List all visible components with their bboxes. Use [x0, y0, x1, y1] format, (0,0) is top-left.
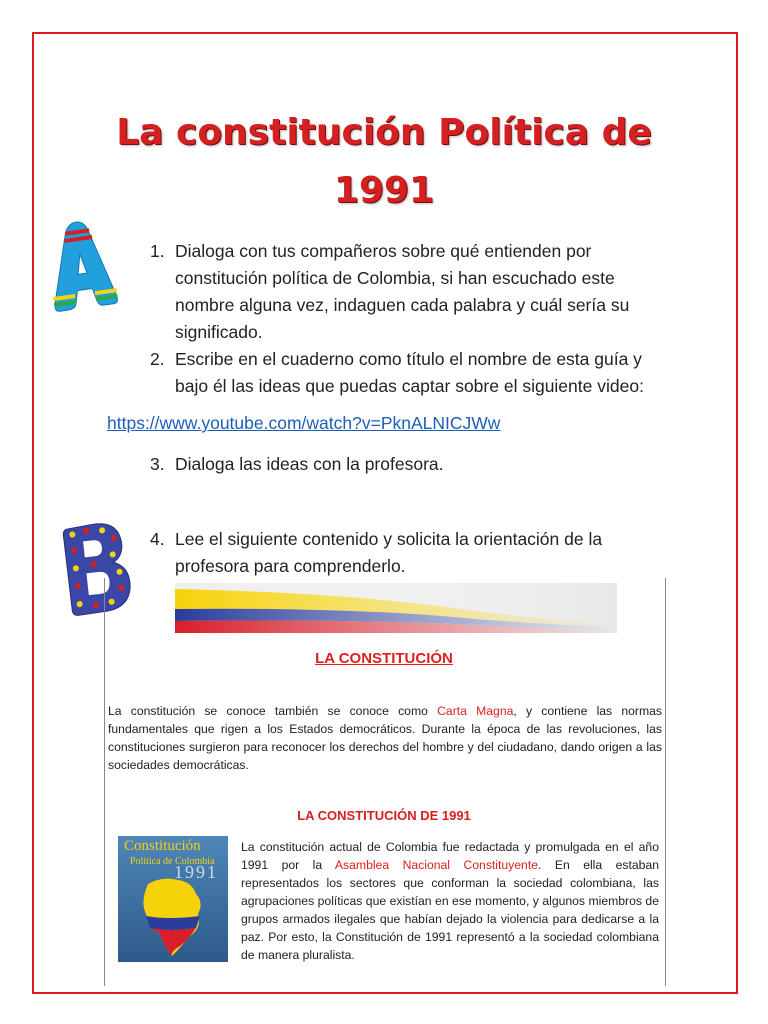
book-year: 1991: [174, 862, 218, 882]
step-1-number: 1.: [150, 241, 165, 261]
book-subtitle: Política de Colombia: [130, 856, 215, 867]
step-1-line-4: significado.: [175, 322, 263, 342]
section-heading-constitucion: LA CONSTITUCIÓN: [315, 650, 453, 667]
letter-a-icon: [40, 210, 120, 322]
step-1-line-3: nombre alguna vez, indaguen cada palabra y cuál sería su: [175, 295, 630, 315]
book-title: Constitución: [124, 838, 201, 854]
page-title-line1: La constitución Política de: [116, 112, 652, 153]
step-4-line-2: profesora para comprenderlo.: [175, 556, 406, 576]
step-3-line-1: Dialoga las ideas con la profesora.: [175, 454, 444, 474]
step-2-line-1: Escribe en el cuaderno como título el nombre de esta guía y: [175, 349, 642, 369]
carta-magna-highlight: Carta Magna: [437, 704, 514, 718]
colombia-flag-banner: [175, 583, 617, 633]
section-heading-1991: LA CONSTITUCIÓN DE 1991: [297, 808, 471, 823]
step-2-line-2: bajo él las ideas que puedas captar sobre el siguiente video:: [175, 376, 644, 396]
page-title-line2: 1991: [333, 170, 435, 211]
para2-text-start: La constitución actual de Colombia fue redactada y promulgada en el año 1991 por la: [241, 840, 659, 872]
step-4-line-1: Lee el siguiente contenido y solicita la orientación de la: [175, 529, 603, 549]
youtube-video-link[interactable]: https://www.youtube.com/watch?v=PknALNICJWw: [107, 413, 501, 433]
para1-text-start: La constitución se conoce también se conoce como: [108, 704, 438, 718]
step-3-number: 3.: [150, 454, 165, 474]
asamblea-highlight: Asamblea Nacional Constituyente: [334, 858, 538, 872]
constitution-1991-paragraph: [241, 838, 659, 964]
step-1-line-1: Dialoga con tus compañeros sobre qué entienden por: [175, 241, 592, 261]
step-4-number: 4.: [150, 529, 165, 549]
para2-text-end: . En ella estaban representados los sectores que conforman la sociedad colombiana, las agrupaciones políticas que existían en ese momento, y algunos miembros de grupos armados ilegales que habían dejado la violencia para dedicarse a la paz. Por esto, la Constitución de 1991 representó a la sociedad colombiana de manera pluralista.: [241, 858, 659, 962]
step-2-number: 2.: [150, 349, 165, 369]
constitution-definition-paragraph: [108, 702, 662, 774]
para1-text-end: , y contiene las normas fundamentales que rigen a los Estados democráticos. Durante la época de las revoluciones, las constituciones surgieron para reconocer los derechos del hombre y del ciudadano, dando origen a las sociedades democráticas.: [108, 704, 663, 772]
constitution-book-cover: [118, 836, 228, 962]
step-1-line-2: constitución política de Colombia, si han escuchado este: [175, 268, 615, 288]
